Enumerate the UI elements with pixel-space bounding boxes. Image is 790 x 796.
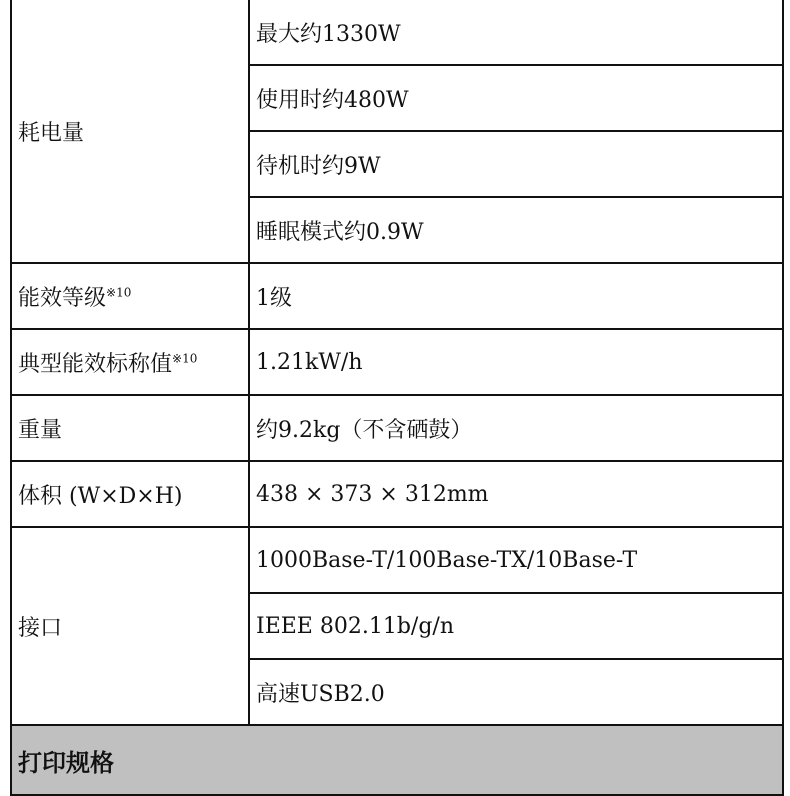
table-row: [11, 329, 783, 395]
typical-energy-label: [11, 329, 249, 395]
power-use-value: 使用时约480W: [249, 65, 783, 131]
weight-value: 约9.2kg（不含硒鼓）: [249, 395, 783, 461]
power-label: 耗电量: [11, 0, 249, 263]
typical-energy-value: 1.21kW/h: [249, 329, 783, 395]
interface-usb-value: 高速USB2.0: [249, 659, 783, 725]
table-row: [11, 263, 783, 329]
table-row: [11, 527, 783, 593]
interface-label: 接口: [11, 527, 249, 725]
volume-label: 体积 (W×D×H): [11, 461, 249, 527]
interface-ethernet-value: 1000Base-T/100Base-TX/10Base-T: [249, 527, 783, 593]
power-standby-value: 待机时约9W: [249, 131, 783, 197]
table-row: [11, 0, 783, 65]
power-max-value: 最大约1330W: [249, 0, 783, 65]
footnote-mark: ※10: [172, 351, 198, 366]
energy-class-value: 1级: [249, 263, 783, 329]
power-sleep-value: 睡眠模式约0.9W: [249, 197, 783, 263]
energy-class-label-text: 能效等级: [18, 285, 107, 311]
spec-table: [10, 0, 784, 796]
interface-wireless-value: IEEE 802.11b/g/n: [249, 593, 783, 659]
typical-energy-label-text: 典型能效标称值: [18, 351, 173, 377]
energy-class-label: [11, 263, 249, 329]
table-row: [11, 461, 783, 527]
footnote-mark: ※10: [106, 285, 132, 300]
weight-label: 重量: [11, 395, 249, 461]
section-title: 打印规格: [11, 725, 783, 795]
table-row: [11, 395, 783, 461]
section-header-row: [11, 725, 783, 795]
volume-value: 438 × 373 × 312mm: [249, 461, 783, 527]
